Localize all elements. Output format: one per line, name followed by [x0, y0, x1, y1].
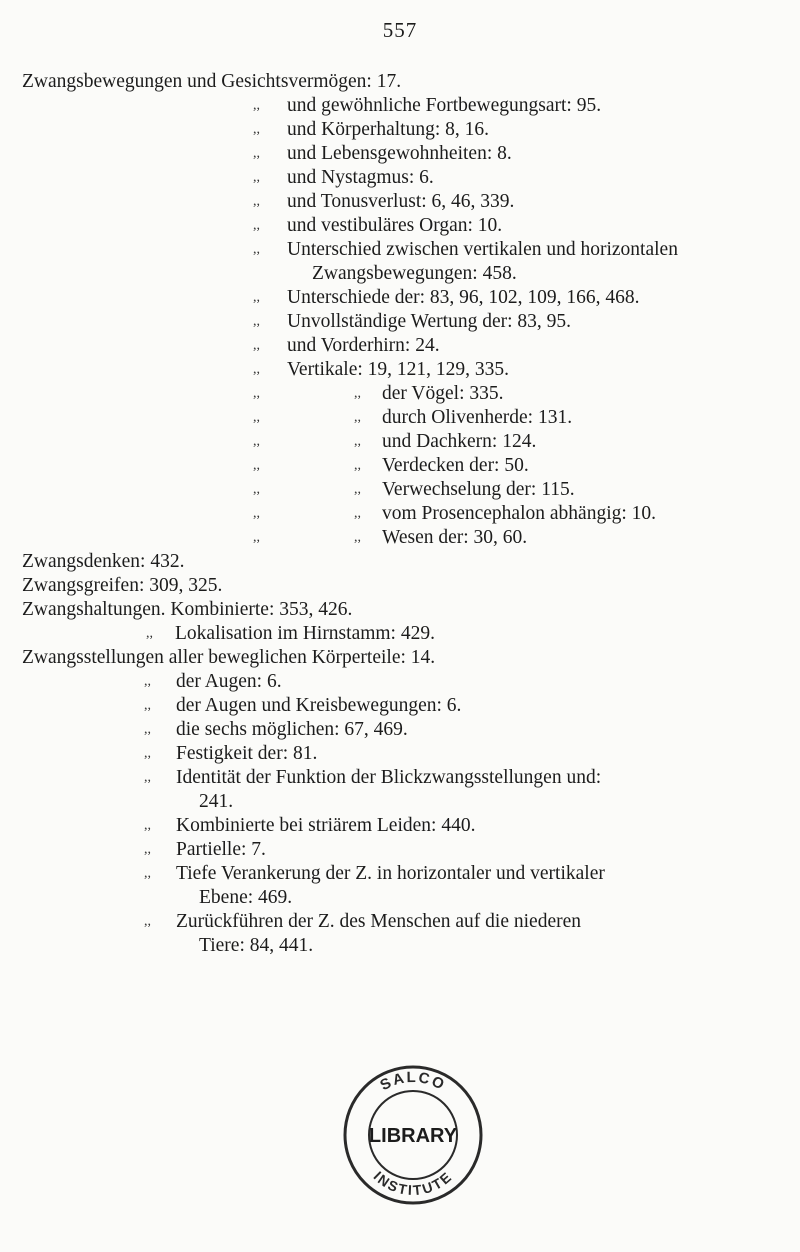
- index-entry: [0, 310, 800, 334]
- index-entry: [0, 334, 800, 358]
- index-entry: [0, 190, 800, 214]
- index-entry: [0, 574, 800, 598]
- entry-text: Tiere: 84, 441.: [199, 935, 314, 956]
- entry-text: und Tonusverlust: 6, 46, 339.: [287, 191, 515, 212]
- index-entry: [0, 622, 800, 646]
- ditto-mark: ,,: [144, 746, 151, 761]
- index-entries: [0, 70, 800, 958]
- ditto-mark: ,,: [253, 146, 260, 161]
- index-subentry: [0, 454, 800, 478]
- entry-text: Unterschiede der: 83, 96, 102, 109, 166, 468.: [287, 287, 640, 308]
- ditto-mark: ,,: [253, 290, 260, 305]
- entry-text: Zwangsgreifen: 309, 325.: [22, 575, 223, 596]
- ditto-mark: ,,: [144, 770, 151, 785]
- ditto-mark: ,,: [253, 338, 260, 353]
- entry-text: Ebene: 469.: [199, 887, 293, 908]
- entry-text: und vestibuläres Organ: 10.: [287, 215, 503, 236]
- index-entry: [0, 670, 800, 694]
- index-entry: [0, 718, 800, 742]
- ditto-mark: ,,: [253, 98, 260, 113]
- ditto-mark: ,,: [144, 914, 151, 929]
- ditto-mark: ,,: [253, 482, 260, 497]
- entry-text: der Augen und Kreisbewegungen: 6.: [176, 695, 462, 716]
- index-entry-continuation: [0, 790, 800, 814]
- index-entry: [0, 118, 800, 142]
- ditto-mark: ,,: [146, 626, 153, 641]
- index-subentry: [0, 430, 800, 454]
- entry-text: der Vögel: 335.: [382, 383, 504, 404]
- ditto-mark: ,,: [354, 482, 361, 497]
- index-entry-continuation: [0, 886, 800, 910]
- ditto-mark: ,,: [253, 506, 260, 521]
- ditto-mark: ,,: [144, 698, 151, 713]
- entry-text: Zwangsbewegungen: 458.: [312, 263, 517, 284]
- index-entry: [0, 814, 800, 838]
- entry-text: durch Olivenherde: 131.: [382, 407, 573, 428]
- index-entry: [0, 598, 800, 622]
- entry-text: Unterschied zwischen vertikalen und horizontalen: [287, 239, 678, 260]
- entry-text: Vertikale: 19, 121, 129, 335.: [287, 359, 510, 380]
- ditto-mark: ,,: [253, 434, 260, 449]
- index-entry: [0, 550, 800, 574]
- index-entry: [0, 214, 800, 238]
- index-entry: [0, 358, 800, 382]
- library-stamp: [338, 1060, 488, 1210]
- entry-text: Tiefe Verankerung der Z. in horizontaler und vertikaler: [176, 863, 605, 884]
- index-entry: [0, 94, 800, 118]
- entry-text: und Nystagmus: 6.: [287, 167, 434, 188]
- index-entry: [0, 166, 800, 190]
- index-entry: [0, 694, 800, 718]
- entry-text: und Dachkern: 124.: [382, 431, 537, 452]
- ditto-mark: ,,: [253, 314, 260, 329]
- ditto-mark: ,,: [354, 434, 361, 449]
- index-entry: [0, 70, 800, 94]
- index-entry: [0, 766, 800, 790]
- entry-text: die sechs möglichen: 67, 469.: [176, 719, 408, 740]
- ditto-mark: ,,: [253, 170, 260, 185]
- index-entry: [0, 910, 800, 934]
- ditto-mark: ,,: [354, 410, 361, 425]
- ditto-mark: ,,: [144, 818, 151, 833]
- entry-text: Lokalisation im Hirnstamm: 429.: [175, 623, 435, 644]
- index-entry: [0, 838, 800, 862]
- entry-text: Zwangsbewegungen und Gesichtsvermögen: 17.: [22, 71, 402, 92]
- ditto-mark: ,,: [253, 530, 260, 545]
- ditto-mark: ,,: [144, 674, 151, 689]
- index-entry: [0, 238, 800, 262]
- entry-text: Verwechselung der: 115.: [382, 479, 575, 500]
- ditto-mark: ,,: [253, 194, 260, 209]
- ditto-mark: ,,: [144, 722, 151, 737]
- page-number: 557: [382, 18, 418, 42]
- index-entry-continuation: [0, 262, 800, 286]
- ditto-mark: ,,: [144, 866, 151, 881]
- index-subentry: [0, 406, 800, 430]
- entry-text: Festigkeit der: 81.: [176, 743, 318, 764]
- ditto-mark: ,,: [253, 362, 260, 377]
- entry-text: und Körperhaltung: 8, 16.: [287, 119, 490, 140]
- index-entry: [0, 742, 800, 766]
- index-subentry: [0, 502, 800, 526]
- index-entry: [0, 286, 800, 310]
- ditto-mark: ,,: [354, 386, 361, 401]
- entry-text: der Augen: 6.: [176, 671, 282, 692]
- entry-text: Kombinierte bei striärem Leiden: 440.: [176, 815, 476, 836]
- entry-text: Zwangshaltungen. Kombinierte: 353, 426.: [22, 599, 353, 620]
- index-subentry: [0, 526, 800, 550]
- ditto-mark: ,,: [144, 842, 151, 857]
- entry-text: Identität der Funktion der Blickzwangsstellungen und:: [176, 767, 602, 788]
- entry-text: und gewöhnliche Fortbewegungsart: 95.: [287, 95, 602, 116]
- ditto-mark: ,,: [253, 218, 260, 233]
- ditto-mark: ,,: [253, 386, 260, 401]
- entry-text: Wesen der: 30, 60.: [382, 527, 528, 548]
- ditto-mark: ,,: [354, 506, 361, 521]
- ditto-mark: ,,: [253, 458, 260, 473]
- stamp-ring-top-text: SALCO: [377, 1068, 449, 1095]
- index-subentry: [0, 382, 800, 406]
- index-entry: [0, 646, 800, 670]
- ditto-mark: ,,: [253, 410, 260, 425]
- entry-text: Zurückführen der Z. des Menschen auf die niederen: [176, 911, 581, 932]
- index-entry-continuation: [0, 934, 800, 958]
- ditto-mark: ,,: [253, 242, 260, 257]
- ditto-mark: ,,: [253, 122, 260, 137]
- entry-text: Zwangsstellungen aller beweglichen Körperteile: 14.: [22, 647, 436, 668]
- stamp-center-text: LIBRARY: [368, 1125, 458, 1147]
- index-entry: [0, 142, 800, 166]
- entry-text: 241.: [199, 791, 234, 812]
- ditto-mark: ,,: [354, 530, 361, 545]
- entry-text: und Lebensgewohnheiten: 8.: [287, 143, 512, 164]
- ditto-mark: ,,: [354, 458, 361, 473]
- entry-text: Unvollständige Wertung der: 83, 95.: [287, 311, 572, 332]
- entry-text: Zwangsdenken: 432.: [22, 551, 185, 572]
- entry-text: und Vorderhirn: 24.: [287, 335, 440, 356]
- index-entry: [0, 862, 800, 886]
- stamp-ring-bottom-text: INSTITUTE: [370, 1167, 456, 1199]
- entry-text: Verdecken der: 50.: [382, 455, 529, 476]
- entry-text: Partielle: 7.: [176, 839, 266, 860]
- index-subentry: [0, 478, 800, 502]
- entry-text: vom Prosencephalon abhängig: 10.: [382, 503, 657, 524]
